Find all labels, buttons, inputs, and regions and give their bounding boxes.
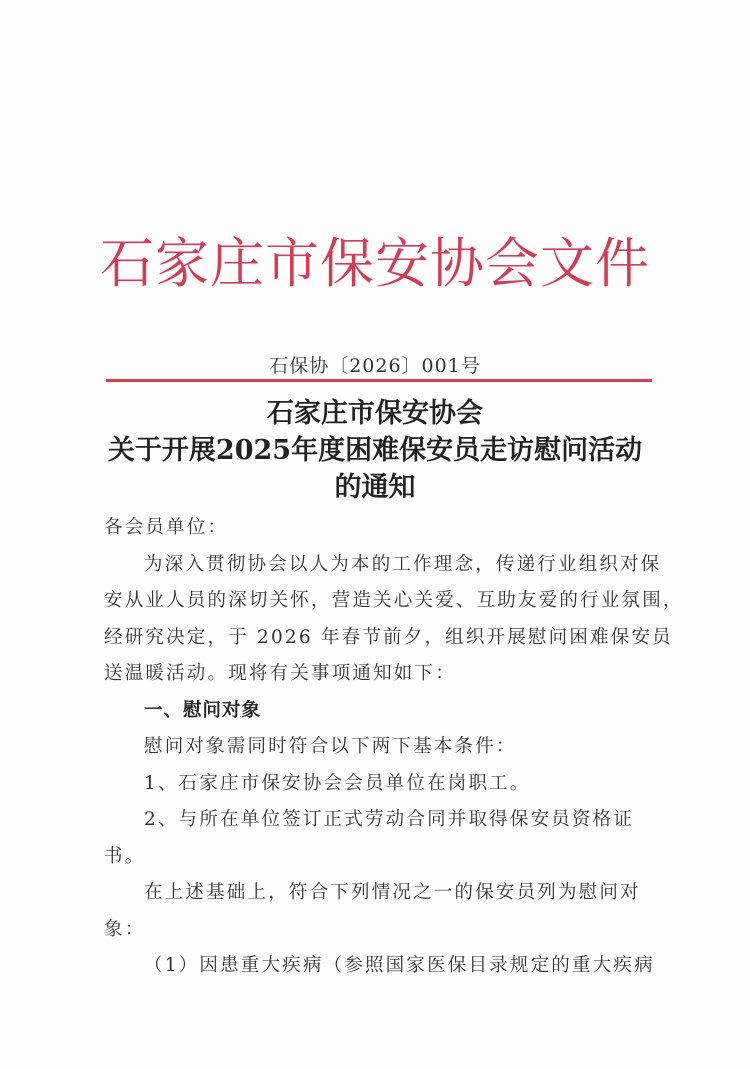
masthead-title: 石家庄市保安协会文件 (100, 232, 650, 295)
condition-2-continued: 书。 (104, 845, 146, 867)
condition-1: 1、石家庄市保安协会会员单位在岗职工。 (144, 772, 531, 794)
conditions-intro: 慰问对象需同时符合以下两下基本条件： (144, 736, 517, 757)
title-line-3: 的通知 (334, 472, 416, 503)
notice-title (0, 395, 750, 506)
red-divider-line (106, 379, 652, 382)
additional-criteria-line-1: 在上述基础上，符合下列情况之一的保安员列为慰问对 (144, 882, 641, 903)
condition-2: 2、与所在单位签订正式劳动合同并取得保安员资格证 (144, 809, 635, 830)
document-body (104, 510, 684, 985)
intro-line-4: 送温暖活动。现将有关事项通知如下： (104, 663, 456, 684)
additional-criteria-line-2: 象： (104, 918, 146, 940)
title-line-1: 石家庄市保安协会 (267, 398, 483, 429)
title-line-2: 关于开展2025年度困难保安员走访慰问活动 (107, 435, 643, 466)
intro-line-1: 为深入贯彻协会以人为本的工作理念，传递行业组织对保 (144, 553, 662, 575)
document-number: 石保协〔2026〕001号 (269, 355, 481, 377)
salutation: 各会员单位： (104, 517, 229, 538)
criteria-item-1: （1）因患重大疾病（参照国家医保目录规定的重大疾病 (144, 955, 655, 976)
section-heading-1: 一、慰问对象 (144, 699, 262, 721)
intro-line-2: 安从业人员的深切关怀，营造关心关爱、互助友爱的行业氛围， (104, 590, 684, 611)
intro-line-3: 经研究决定，于 2026 年春节前夕，组织开展慰问困难保安员 (104, 626, 673, 648)
